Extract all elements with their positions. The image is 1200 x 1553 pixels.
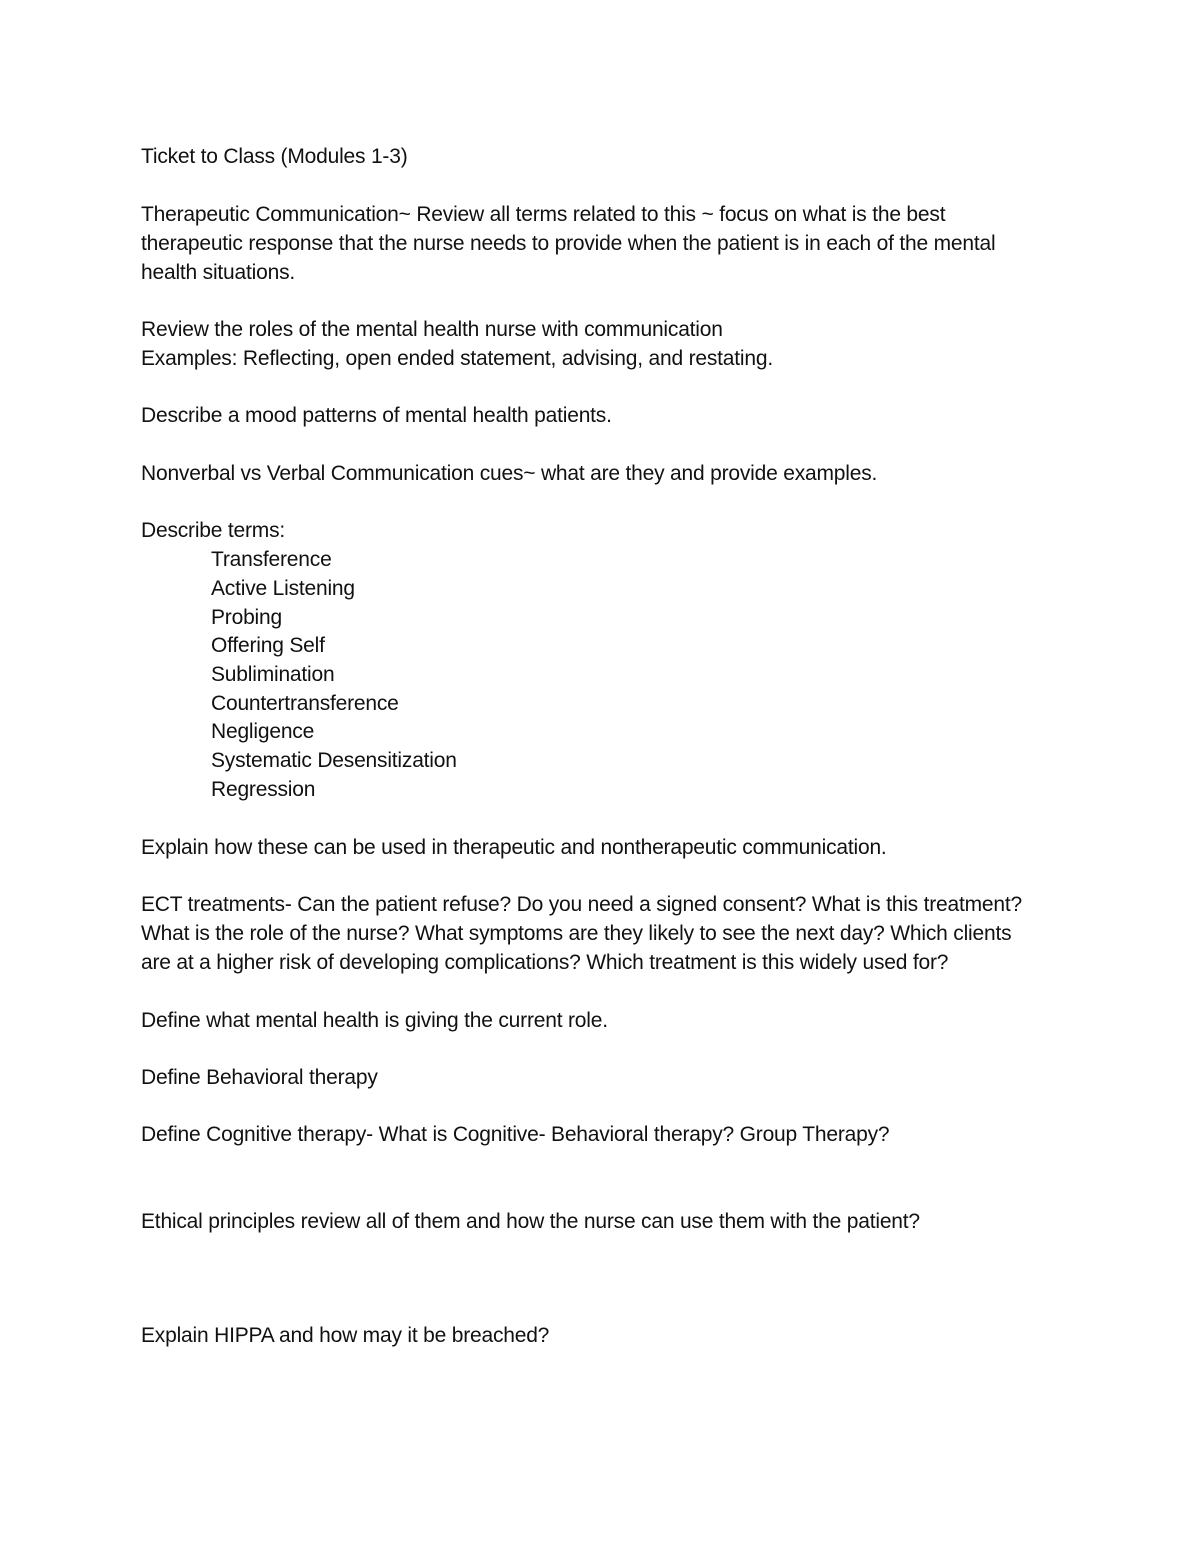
term-item: Sublimination xyxy=(211,663,335,686)
ect-line-1: ECT treatments- Can the patient refuse? Do you need a signed consent? What is this treatment? xyxy=(141,893,1023,916)
therapeutic-communication-line-2: therapeutic response that the nurse needs to provide when the patient is in each of the mental xyxy=(141,232,996,255)
term-item: Countertransference xyxy=(211,692,399,715)
term-item: Negligence xyxy=(211,720,315,743)
describe-terms-heading: Describe terms: xyxy=(141,519,286,542)
communication-cues-line: Nonverbal vs Verbal Communication cues~ what are they and provide examples. xyxy=(141,462,878,485)
define-cognitive-line: Define Cognitive therapy- What is Cognitive- Behavioral therapy? Group Therapy? xyxy=(141,1123,890,1146)
document-title: Ticket to Class (Modules 1-3) xyxy=(141,145,408,168)
term-item: Active Listening xyxy=(211,577,355,600)
define-behavioral-line: Define Behavioral therapy xyxy=(141,1066,378,1089)
define-mental-health-line: Define what mental health is giving the current role. xyxy=(141,1009,608,1032)
therapeutic-communication-line-1: Therapeutic Communication~ Review all terms related to this ~ focus on what is the best xyxy=(141,203,946,226)
term-item: Regression xyxy=(211,778,316,801)
term-item: Offering Self xyxy=(211,634,325,657)
ect-line-3: are at a higher risk of developing complications? Which treatment is this widely used for? xyxy=(141,951,949,974)
term-item: Transference xyxy=(211,548,332,571)
ethical-principles-line: Ethical principles review all of them and how the nurse can use them with the patient? xyxy=(141,1210,920,1233)
term-item: Systematic Desensitization xyxy=(211,749,457,772)
roles-line-1: Review the roles of the mental health nurse with communication xyxy=(141,318,723,341)
explain-usage-line: Explain how these can be used in therapeutic and nontherapeutic communication. xyxy=(141,836,887,859)
therapeutic-communication-line-3: health situations. xyxy=(141,261,296,284)
roles-line-2: Examples: Reflecting, open ended statement, advising, and restating. xyxy=(141,347,773,370)
ect-line-2: What is the role of the nurse? What symptoms are they likely to see the next day? Which clients xyxy=(141,922,1012,945)
hippa-line: Explain HIPPA and how may it be breached? xyxy=(141,1324,550,1347)
mood-patterns-line: Describe a mood patterns of mental health patients. xyxy=(141,404,612,427)
term-item: Probing xyxy=(211,606,282,629)
